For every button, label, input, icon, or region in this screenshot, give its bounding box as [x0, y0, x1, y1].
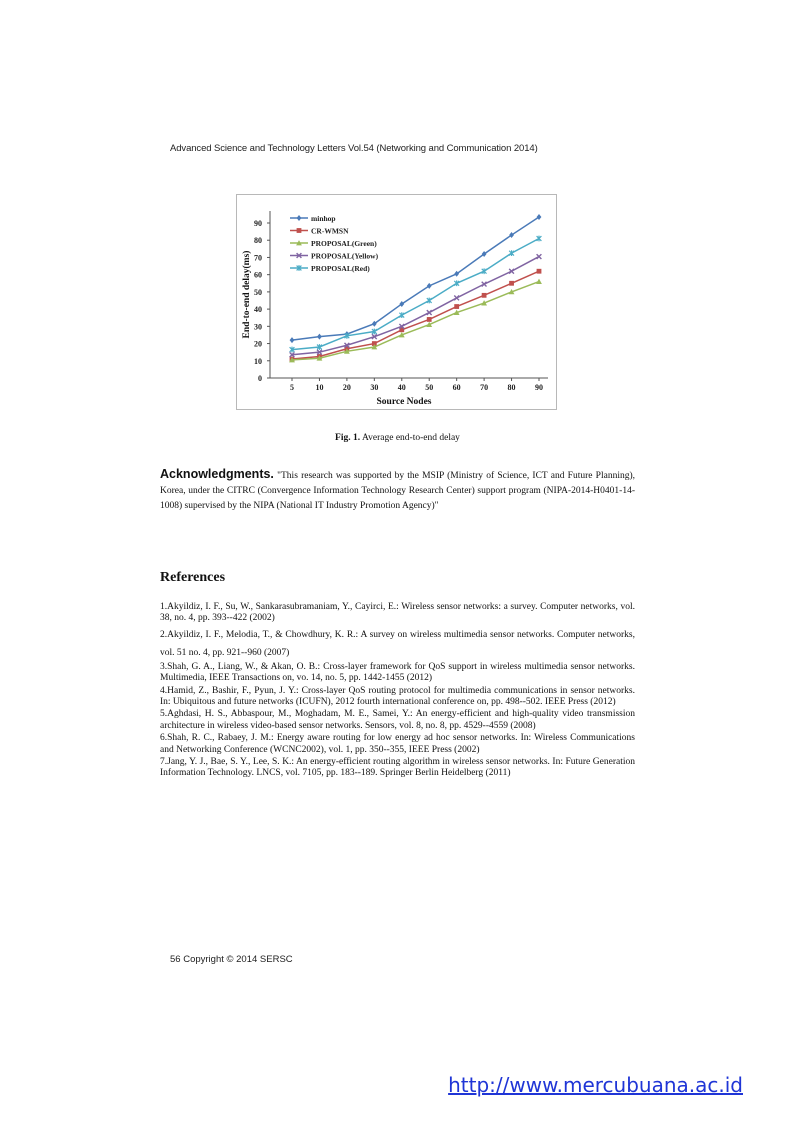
x-axis-label: Source Nodes: [376, 397, 432, 407]
data-point: [509, 232, 514, 238]
y-tick-label: 60: [254, 270, 262, 280]
data-point: [297, 215, 302, 221]
y-tick-label: 50: [254, 287, 262, 297]
acknowledgments-text: "This research was supported by the MSIP (Ministry of Science, ICT and Future Planning), Korea, under the CITRC (Convergence Information Technology Research Center) support program (NIPA-2014-H0401-14-1008) supervised by the NIPA (National IT Industry Promotion Agency)": [160, 471, 636, 511]
data-point: [427, 317, 432, 322]
data-point: [536, 279, 542, 284]
data-point: [537, 236, 542, 242]
x-tick-label: 20: [342, 383, 351, 392]
data-point: [297, 228, 302, 233]
x-tick-label: 90: [535, 383, 543, 392]
line-chart-svg: [237, 195, 556, 409]
acknowledgments-section: [160, 467, 635, 514]
y-axis-label: End-to-end delay(ms): [242, 250, 252, 339]
x-tick-label: 70: [480, 383, 489, 392]
data-point: [454, 296, 459, 301]
x-tick-label: 10: [315, 383, 324, 392]
data-point: [537, 269, 542, 274]
data-point: [509, 250, 514, 256]
website-link[interactable]: http://www.mercubuana.ac.id: [448, 1073, 743, 1097]
reference-item: 2.Akyildiz, I. F., Melodia, T., & Chowdhury, K. R.: A survey on wireless multimedia sensor networks. Computer networks, vol. 51 no. 4, pp. 921--960 (2007): [160, 629, 635, 658]
x-tick-label: 80: [507, 383, 516, 392]
series-line: [292, 282, 539, 360]
references-title: References: [160, 570, 226, 585]
series-line: [292, 271, 539, 359]
data-point: [427, 283, 432, 289]
data-point: [537, 214, 542, 220]
reference-item: 4.Hamid, Z., Bashir, F., Pyun, J. Y.: Cross-layer QoS routing protocol for multimedia communications in sensor networks. In: Ubiquitous and future networks (ICUFN), 2012 fourth international conference on, pp. 498--502. IEEE Press (2012): [160, 685, 635, 708]
y-tick-label: 10: [254, 356, 262, 366]
reference-item: 5.Aghdasi, H. S., Abbaspour, M., Moghadam, M. E., Samei, Y.: An energy-efficient and high-quality video transmission architecture in wireless video-based sensor networks. Sensors, vol. 8, no. 8, pp. 4529--4559 (2008): [160, 709, 635, 731]
data-point: [537, 254, 542, 259]
x-tick-label: 50: [425, 383, 434, 392]
y-tick-label: 30: [254, 322, 262, 332]
legend-label: PROPOSAL(Yellow): [311, 251, 379, 261]
data-point: [427, 310, 432, 315]
legend-label: PROPOSAL(Red): [311, 264, 370, 273]
data-point: [399, 312, 404, 318]
acknowledgments-title: Acknowledgments.: [160, 467, 274, 481]
x-tick-label: 30: [370, 383, 379, 392]
data-point: [509, 281, 514, 286]
x-tick-label: 60: [452, 383, 461, 392]
reference-item: 1.Akyildiz, I. F., Su, W., Sankarasubramaniam, Y., Cayirci, E.: Wireless sensor networks: a survey. Computer networks, vol. 38, no. 4, pp. 393--422 (2002): [160, 602, 635, 624]
references-list: [160, 602, 635, 781]
y-tick-label: 80: [254, 236, 262, 246]
page-footer: 56 Copyright © 2014 SERSC: [170, 954, 293, 965]
legend-label: PROPOSAL(Green): [311, 239, 377, 248]
data-point: [290, 337, 295, 343]
delay-chart: [236, 194, 557, 410]
legend-label: minhop: [311, 214, 336, 223]
running-header: Advanced Science and Technology Letters Vol.54 (Networking and Communication 2014): [170, 143, 538, 154]
data-point: [317, 334, 322, 340]
reference-item: 7.Jang, Y. J., Bae, S. Y., Lee, S. K.: An energy-efficient routing algorithm in wireless sensor networks. In: Future Generation Information Technology. LNCS, vol. 7105, pp. 183--189. Springer Berlin Heidelberg (2011): [160, 757, 635, 779]
data-point: [482, 293, 487, 298]
y-tick-label: 70: [254, 253, 262, 263]
figure-caption-text: Average end-to-end delay: [361, 433, 460, 443]
x-tick-label: 5: [290, 383, 294, 392]
figure-label: Fig. 1.: [335, 433, 361, 443]
reference-item: 3.Shah, G. A., Liang, W., & Akan, O. B.: Cross-layer framework for QoS support in wireless multimedia sensor networks. Multimedia, IEEE Transactions on, vo. 14, no. 5, pp. 1442-1455 (2012): [160, 661, 635, 684]
y-tick-label: 0: [258, 374, 262, 383]
reference-item: 6.Shah, R. C., Rabaey, J. M.: Energy aware routing for low energy ad hoc sensor networks. In: Wireless Communications and Networking Conference (WCNC2002), vol. 1, pp. 350--355, IEEE Press (2002): [160, 733, 635, 755]
y-tick-label: 40: [254, 305, 262, 315]
legend-label: CR-WMSN: [311, 226, 349, 236]
data-point: [427, 298, 432, 304]
chart-legend: [290, 214, 379, 273]
x-tick-label: 40: [397, 383, 406, 392]
data-point: [454, 304, 459, 309]
series-cr-wmsn: [290, 269, 542, 362]
y-tick-label: 20: [254, 339, 262, 349]
figure-caption: [160, 433, 635, 443]
y-tick-label: 90: [254, 219, 262, 228]
